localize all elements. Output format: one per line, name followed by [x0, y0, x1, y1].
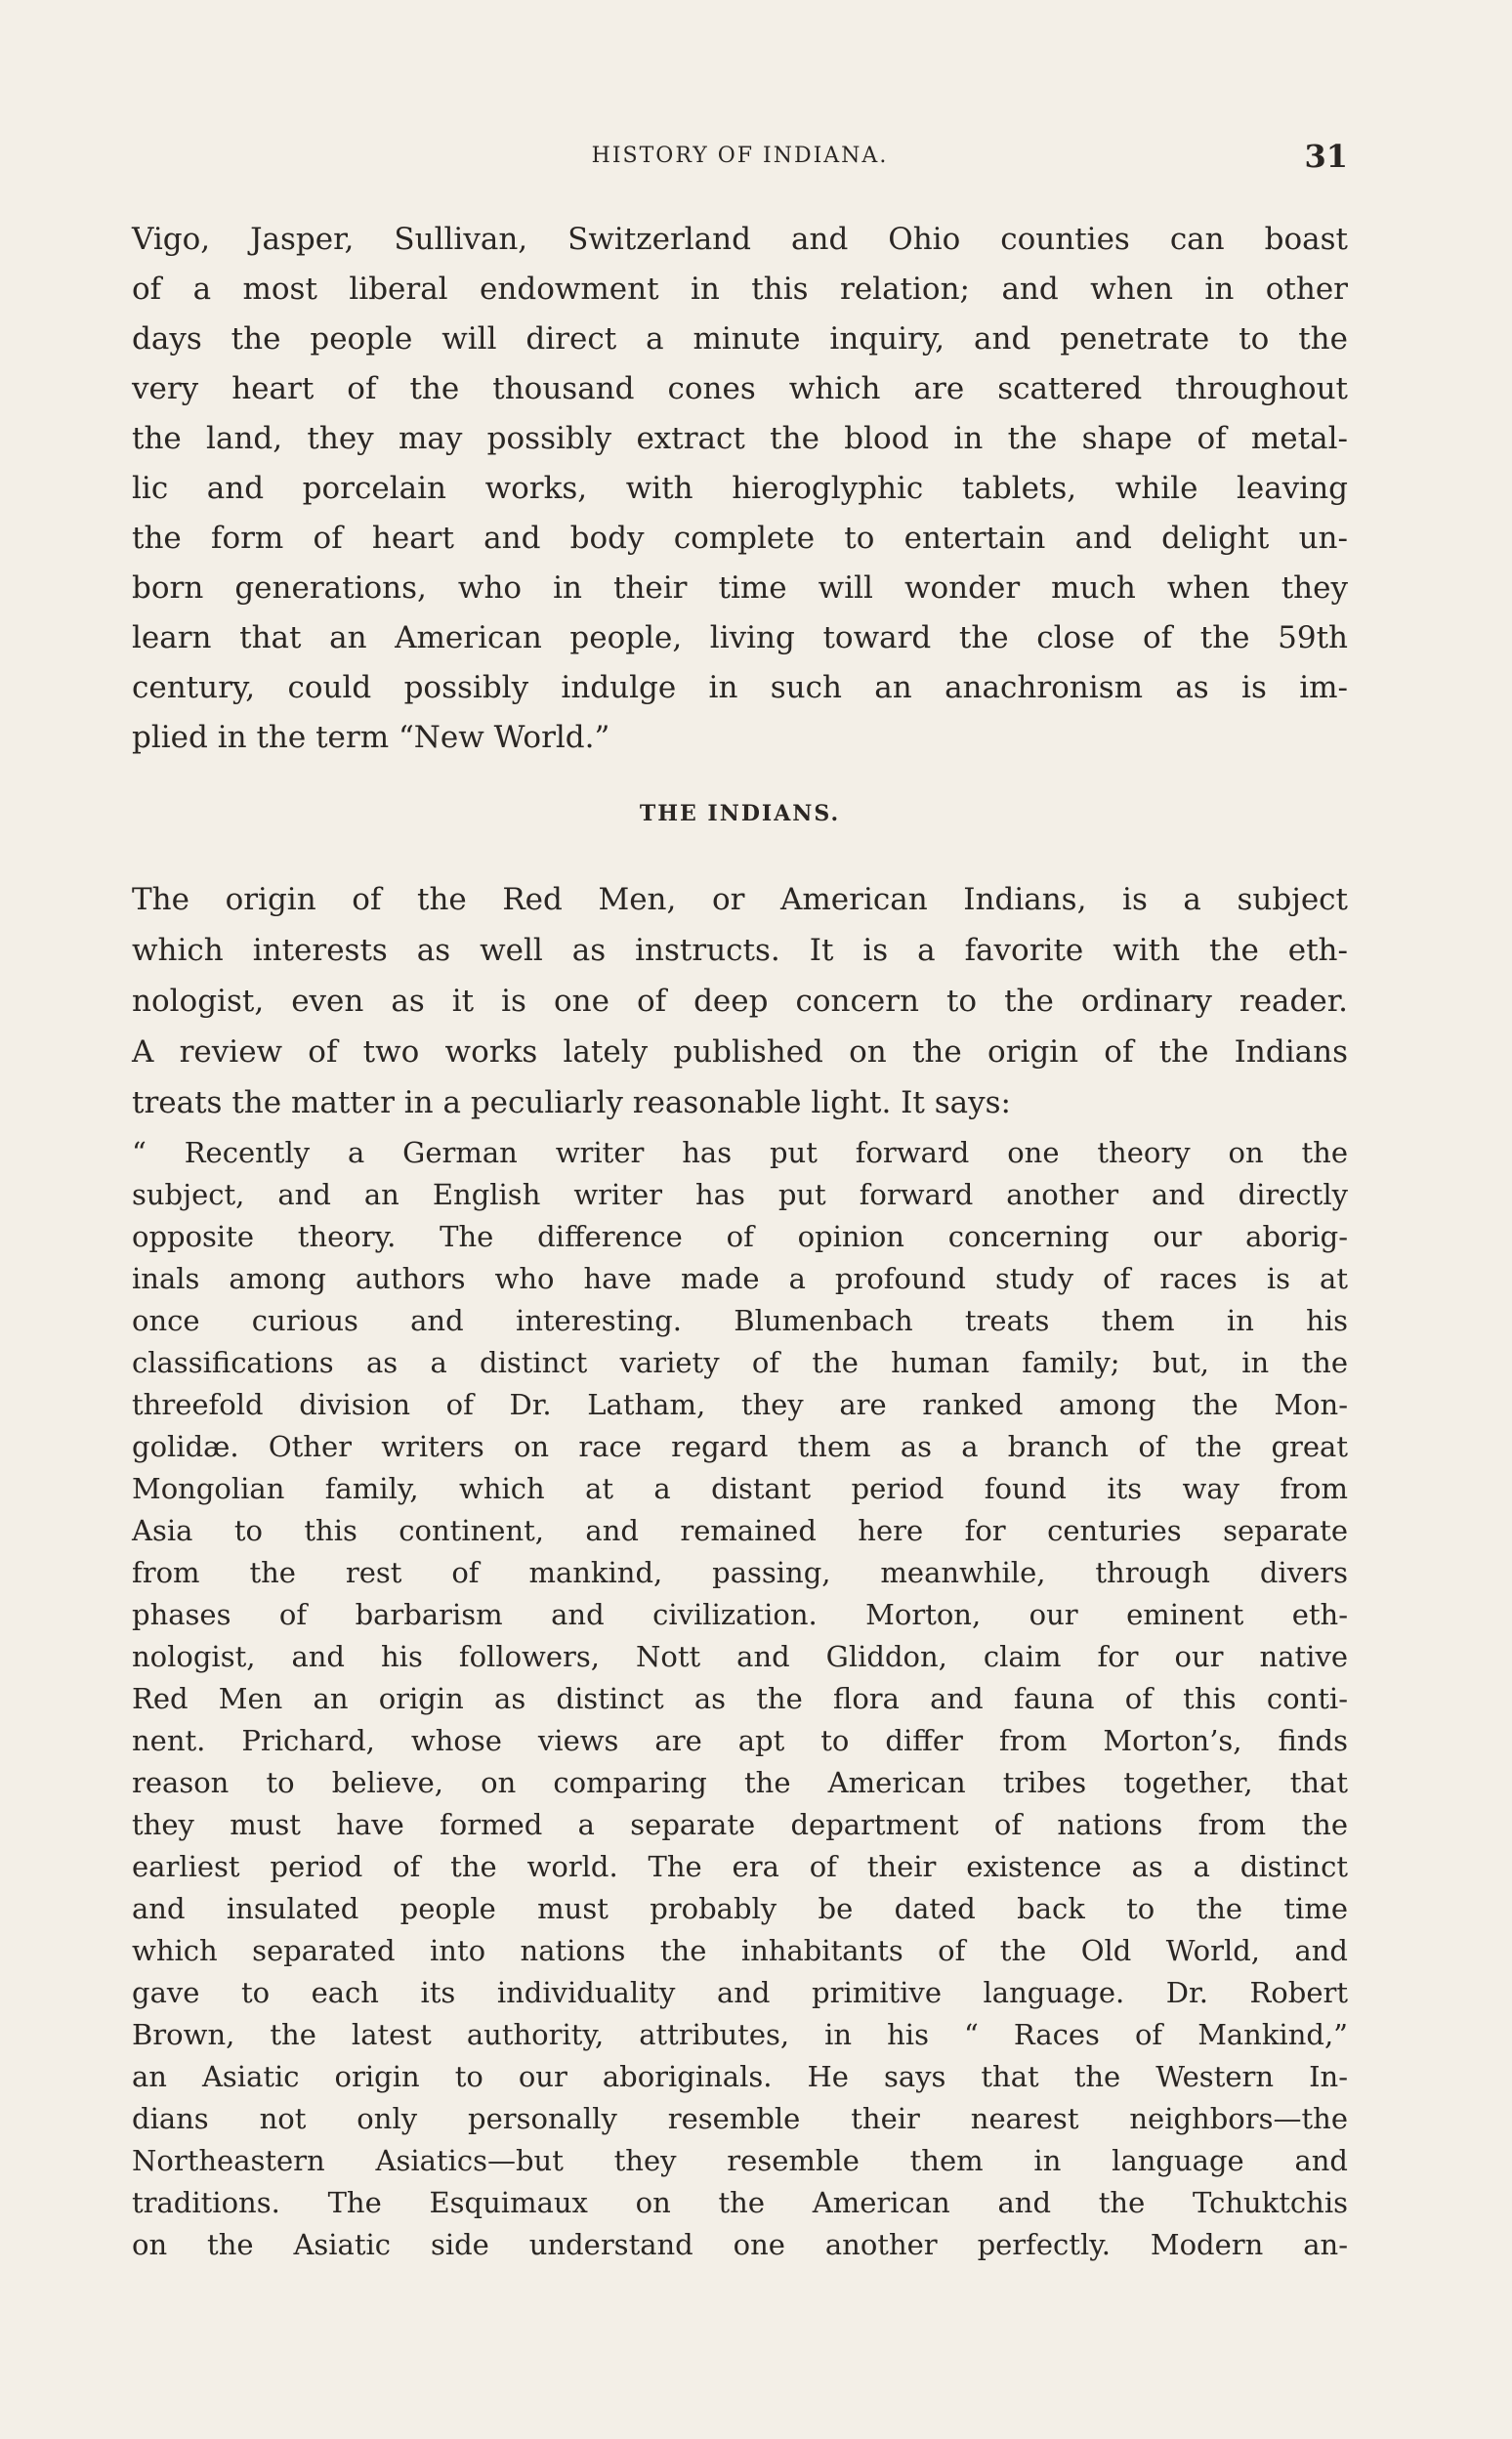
- running-head: HISTORY OF INDIANA.: [591, 144, 889, 168]
- quote-line: Brown, the latest authority, attributes, in his “ Races of Mankind,”: [132, 2018, 1348, 2051]
- text-line: century, could possibly indulge in such an anachronism as is im-: [132, 670, 1348, 705]
- quote-line: which separated into nations the inhabitants of the Old World, and: [132, 1934, 1348, 1967]
- quote-line: gave to each its individuality and primitive language. Dr. Robert: [132, 1976, 1348, 2009]
- text-line: learn that an American people, living toward the close of the 59th: [132, 620, 1348, 655]
- quote-line: “ Recently a German writer has put forward one theory on the: [132, 1136, 1348, 1169]
- quote-line: Red Men an origin as distinct as the flora and fauna of this conti-: [132, 1682, 1348, 1715]
- quote-line: classifications as a distinct variety of the human family; but, in the: [132, 1346, 1348, 1379]
- quote-line: from the rest of mankind, passing, meanwhile, through divers: [132, 1556, 1348, 1589]
- text-line: which interests as well as instructs. It is a favorite with the eth-: [132, 933, 1348, 968]
- quote-line: nologist, and his followers, Nott and Gliddon, claim for our native: [132, 1640, 1348, 1673]
- quote-line: once curious and interesting. Blumenbach treats them in his: [132, 1304, 1348, 1337]
- quote-line: and insulated people must probably be dated back to the time: [132, 1892, 1348, 1925]
- text-line: The origin of the Red Men, or American Indians, is a subject: [132, 882, 1348, 917]
- text-line: Vigo, Jasper, Sullivan, Switzerland and Ohio counties can boast: [132, 222, 1348, 257]
- quote-line: nent. Prichard, whose views are apt to differ from Morton’s, finds: [132, 1724, 1348, 1757]
- quote-line: threefold division of Dr. Latham, they are ranked among the Mon-: [132, 1388, 1348, 1421]
- quote-line: Asia to this continent, and remained here for centuries separate: [132, 1514, 1348, 1547]
- text-line: plied in the term “New World.”: [132, 720, 610, 755]
- text-line: the land, they may possibly extract the blood in the shape of metal-: [132, 421, 1348, 456]
- text-line: treats the matter in a peculiarly reasonable light. It says:: [132, 1085, 1011, 1120]
- quote-line: Mongolian family, which at a distant period found its way from: [132, 1472, 1348, 1505]
- text-line: born generations, who in their time will wonder much when they: [132, 570, 1348, 606]
- text-line: days the people will direct a minute inquiry, and penetrate to the: [132, 321, 1348, 357]
- quote-line: opposite theory. The difference of opinion concerning our aborig-: [132, 1220, 1348, 1253]
- text-line: A review of two works lately published on the origin of the Indians: [132, 1034, 1348, 1070]
- text-line: of a most liberal endowment in this relation; and when in other: [132, 272, 1348, 307]
- quote-line: reason to believe, on comparing the American tribes together, that: [132, 1766, 1348, 1799]
- text-line: nologist, even as it is one of deep concern to the ordinary reader.: [132, 984, 1348, 1019]
- page-number: 31: [1304, 138, 1348, 175]
- quote-line: dians not only personally resemble their nearest neighbors—the: [132, 2102, 1348, 2135]
- quote-line: an Asiatic origin to our aboriginals. He says that the Western In-: [132, 2060, 1348, 2093]
- text-line: very heart of the thousand cones which are scattered throughout: [132, 371, 1348, 406]
- quote-line: earliest period of the world. The era of their existence as a distinct: [132, 1850, 1348, 1883]
- text-line: the form of heart and body complete to entertain and delight un-: [132, 521, 1348, 556]
- quote-line: they must have formed a separate department of nations from the: [132, 1808, 1348, 1841]
- text-line: lic and porcelain works, with hieroglyphic tablets, while leaving: [132, 471, 1348, 506]
- quote-line: phases of barbarism and civilization. Morton, our eminent eth-: [132, 1598, 1348, 1631]
- section-heading: THE INDIANS.: [639, 801, 841, 826]
- quote-line: Northeastern Asiatics—but they resemble them in language and: [132, 2144, 1348, 2177]
- quote-line: subject, and an English writer has put forward another and directly: [132, 1178, 1348, 1211]
- quote-line: on the Asiatic side understand one another perfectly. Modern an-: [132, 2228, 1348, 2261]
- quote-line: golidæ. Other writers on race regard them as a branch of the great: [132, 1430, 1348, 1463]
- quote-line: traditions. The Esquimaux on the American and the Tchuktchis: [132, 2186, 1348, 2219]
- page-header: [132, 137, 1348, 176]
- quote-line: inals among authors who have made a profound study of races is at: [132, 1262, 1348, 1295]
